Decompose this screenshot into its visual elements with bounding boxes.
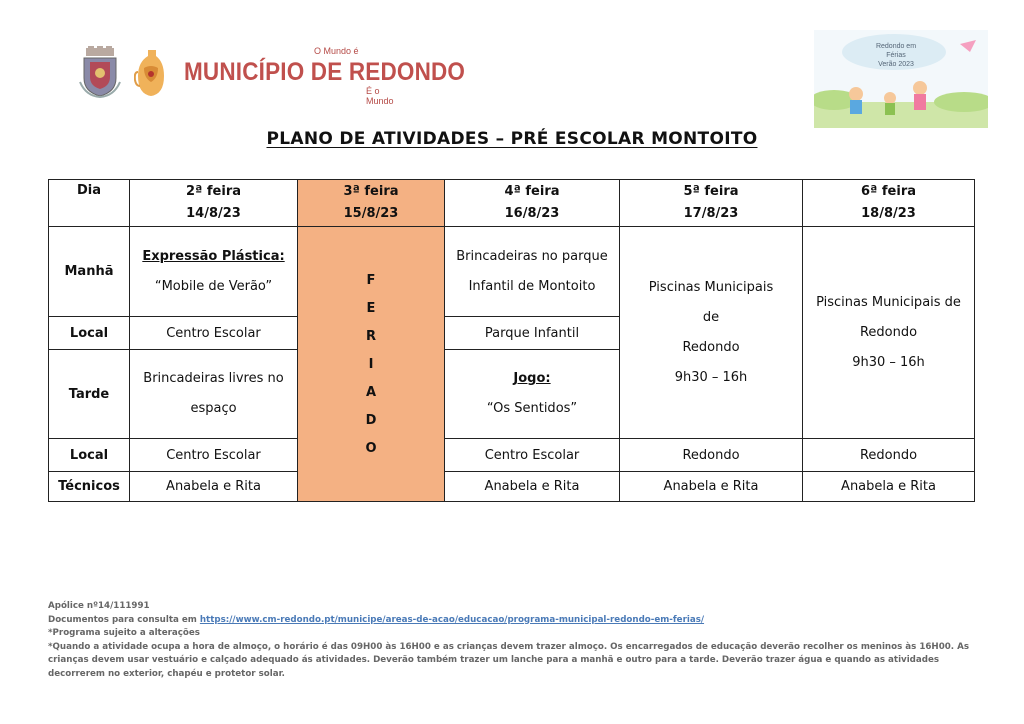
col-header-day (620, 180, 803, 227)
cell-mon-local: Centro Escolar (130, 317, 298, 350)
policy-number: Apólice nº14/111991 (48, 601, 150, 611)
page-title (0, 129, 1024, 149)
feriado-letter: A (365, 384, 377, 400)
activity-text: de (702, 309, 720, 325)
cell-fri-local: Redondo (803, 439, 975, 472)
row-label-local: Local (49, 439, 130, 472)
table-row-tecnicos (49, 472, 975, 502)
col-header-day (130, 180, 298, 227)
promo-line: Verão 2023 (878, 61, 914, 68)
table-header-row (49, 180, 975, 227)
row-label-tecnicos: Técnicos (49, 472, 130, 502)
activity-text: Brincadeiras no parque (456, 248, 608, 264)
day-date: 16/8/23 (504, 206, 560, 221)
brand-tagline-bottom: É o Mundo (366, 86, 394, 106)
cell-wed-local: Centro Escolar (445, 439, 620, 472)
cell-thu-tecnicos: Anabela e Rita (620, 472, 803, 502)
col-header-day (803, 180, 975, 227)
note-changes: *Programa sujeito a alterações (48, 628, 200, 638)
summer-promo-illustration (814, 30, 988, 128)
cell-thu-local: Redondo (620, 439, 803, 472)
cell-thu-activity (620, 227, 803, 439)
day-name: 2ª feira (185, 184, 241, 199)
activity-title: Expressão Plástica: (142, 248, 285, 264)
brand-tagline-top: O Mundo é (314, 46, 359, 56)
day-date: 14/8/23 (186, 206, 241, 221)
col-header-day (298, 180, 445, 227)
day-date: 17/8/23 (683, 206, 739, 221)
activity-text: Redondo (859, 324, 918, 340)
activity-text: Redondo (682, 339, 740, 355)
feriado-letter: I (368, 356, 374, 372)
activity-text: “Os Sentidos” (486, 401, 578, 416)
municipality-logo (78, 44, 466, 106)
day-name: 5ª feira (683, 184, 739, 199)
day-date: 18/8/23 (861, 206, 916, 221)
docs-label: Documentos para consulta em (48, 614, 197, 625)
promo-line: Redondo em (875, 43, 917, 50)
cell-mon-manha (130, 227, 298, 317)
activity-text: Brincadeiras livres no (143, 371, 284, 386)
promo-line: Férias (886, 52, 906, 59)
feriado-letter: R (365, 328, 376, 344)
cell-mon-tarde (130, 350, 298, 439)
activity-text: “Mobile de Verão” (154, 278, 273, 294)
row-label-manha: Manhã (49, 227, 130, 317)
activities-table (48, 179, 975, 502)
col-dia-label: Dia (76, 183, 102, 198)
activity-text: Piscinas Municipais (648, 279, 774, 295)
promo-text (854, 42, 938, 69)
cell-wed-tarde (445, 350, 620, 439)
note-lunch: *Quando a atividade ocupa a hora de almoço, o horário é das 09H00 às 16H00 e as crianças devem trazer almoço. Os encarregados de educação deverão recolher os meninos às 16H00. As crianças devem usar vestuário e calçado adequado ás atividades. Deverão também trazer um lanche para a manhã e outro para a tarde. Deverão trazer água e quando as atividades decorrerem no exterior, chapéu e protetor solar. (48, 641, 970, 679)
cell-fri-tecnicos: Anabela e Rita (803, 472, 975, 502)
table-row-local (49, 439, 975, 472)
activity-title: Jogo: (513, 371, 551, 386)
activity-text: Piscinas Municipais de (816, 294, 961, 310)
feriado-column (298, 227, 445, 502)
activity-time: 9h30 – 16h (852, 354, 925, 370)
cell-wed-manha (445, 227, 620, 317)
day-name: 3ª feira (343, 184, 399, 199)
footer-notes (48, 600, 978, 681)
feriado-letter: O (365, 440, 377, 456)
day-date: 15/8/23 (343, 206, 399, 221)
feriado-letter: D (365, 412, 377, 428)
col-header-dia (49, 180, 130, 227)
coat-of-arms-icon (78, 46, 122, 98)
cell-wed-local: Parque Infantil (445, 317, 620, 350)
day-name: 6ª feira (860, 184, 916, 199)
docs-link[interactable]: https://www.cm-redondo.pt/municipe/areas-de-acao/educacao/programa-municipal-redondo-em-ferias/ (199, 614, 705, 625)
docs-line (48, 614, 978, 628)
feriado-letters (298, 273, 444, 456)
row-label-local: Local (49, 317, 130, 350)
brand-name: MUNICÍPIO DE REDONDO (184, 58, 466, 86)
feriado-letter: F (366, 272, 376, 288)
cell-mon-tecnicos: Anabela e Rita (130, 472, 298, 502)
cell-fri-activity (803, 227, 975, 439)
activity-text: Infantil de Montoito (468, 278, 596, 294)
row-label-tarde: Tarde (49, 350, 130, 439)
feriado-letter: E (366, 300, 376, 316)
cell-wed-tecnicos: Anabela e Rita (445, 472, 620, 502)
activity-time: 9h30 – 16h (674, 369, 748, 385)
col-header-day (445, 180, 620, 227)
page-title-text: PLANO DE ATIVIDADES – PRÉ ESCOLAR MONTOITO (266, 129, 758, 149)
table-row-manha (49, 227, 975, 317)
cell-mon-local: Centro Escolar (130, 439, 298, 472)
activity-text: espaço (190, 401, 237, 416)
clay-jug-icon (134, 48, 168, 98)
day-name: 4ª feira (504, 184, 560, 199)
